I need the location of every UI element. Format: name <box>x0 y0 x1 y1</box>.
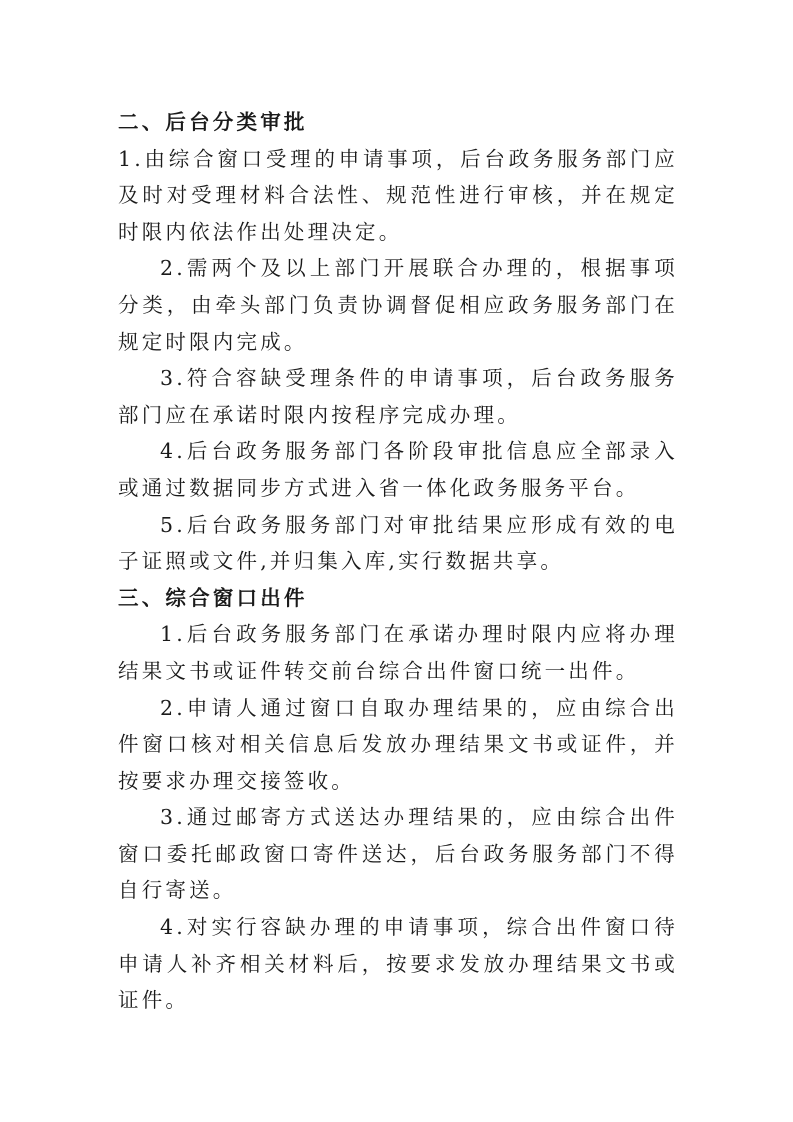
paragraph: 4.对实行容缺办理的申请事项，综合出件窗口待申请人补齐相关材料后，按要求发放办理结果文书或证件。 <box>118 915 678 1013</box>
section-window-delivery <box>118 580 678 1019</box>
paragraph: 2.申请人通过窗口自取办理结果的，应由综合出件窗口核对相关信息后发放办理结果文书或证件，并按要求办理交接签收。 <box>118 695 678 793</box>
document-page <box>118 104 678 1019</box>
section-heading: 三、综合窗口出件 <box>118 585 308 610</box>
section-heading: 二、后台分类审批 <box>118 110 308 134</box>
paragraph: 2.需两个及以上部门开展联合办理的，根据事项分类，由牵头部门负责协调督促相应政务服务部门在规定时限内完成。 <box>118 256 678 354</box>
paragraph: 4.后台政务服务部门各阶段审批信息应全部录入或通过数据同步方式进入省一体化政务服务平台。 <box>118 439 678 500</box>
paragraph: 3.符合容缺受理条件的申请事项，后台政务服务部门应在承诺时限内按程序完成办理。 <box>118 366 678 427</box>
paragraph: 1.后台政务服务部门在承诺办理时限内应将办理结果文书或证件转交前台综合出件窗口统一出件。 <box>118 622 678 683</box>
paragraph: 3.通过邮寄方式送达办理结果的，应由综合出件窗口委托邮政窗口寄件送达，后台政务服务部门不得自行寄送。 <box>118 805 678 903</box>
paragraph: 5.后台政务服务部门对审批结果应形成有效的电子证照或文件,并归集入库,实行数据共享。 <box>118 512 678 574</box>
paragraph: 1.由综合窗口受理的申请事项，后台政务服务部门应及时对受理材料合法性、规范性进行审核，并在规定时限内依法作出处理决定。 <box>118 146 678 244</box>
section-backend-approval <box>118 104 678 580</box>
